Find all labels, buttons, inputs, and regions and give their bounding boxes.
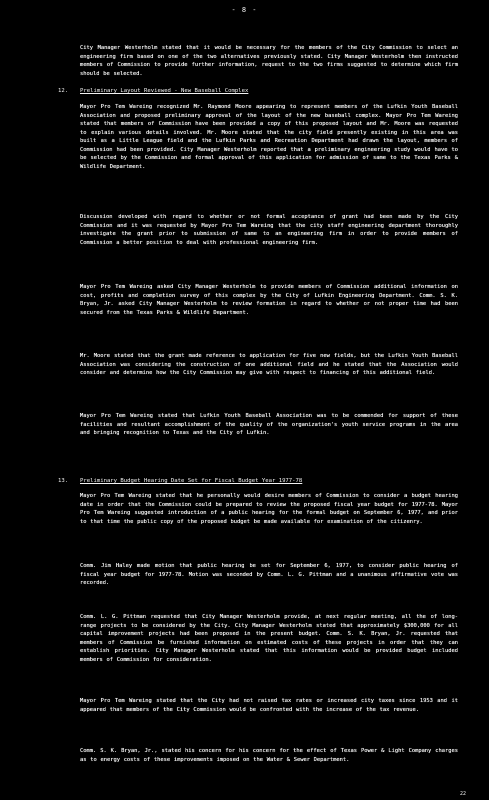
item-13-paragraph-3: Comm. L. G. Pittman requested that City Manager Westerholm provide, at next regular meeting, all the of long-range projects to be considered by the City. City Manager Westerholm stated that approximately $300,000 for all capital improvement projects had been proposed in the present budget. Comm. S. K. Bryan, Jr. requested that members of Commission be furnished information on estimated costs of these projects in order that they can establish priorities. City Manager Westerholm stated that this information would be provided budget included members of Commission for consideration. (80, 614, 458, 663)
item-13-heading: Preliminary Budget Hearing Date Set for Fiscal Budget Year 1977-78 (80, 478, 303, 484)
intro-paragraph: City Manager Westerholm stated that it would be necessary for the members of the City Commission to select an engineering firm based on one of the two alternatives previously stated. City Manager Westerholm then instructed members of Commission to provide further information, request to the two firms suggested to determine which firm should be selected. (80, 45, 458, 77)
item-12-heading: Preliminary Layout Reviewed - New Baseball Complex (80, 88, 249, 94)
item-12-paragraph-1: Mayor Pro Tem Wareing recognized Mr. Raymond Moore appearing to represent members of the Lufkin Youth Baseball Association and proposed preliminary approval of the layout of the new baseball complex. Mayor Pro Tem Wareing stated that members of Commission have been provided a copy of this proposed layout and Mr. Moore was requested to explain various details involved. Mr. Moore stated that the city field presently existing in this area was built as a Little League field and the Lufkin Parks and Recreation Department had drawn the layout, members of Commission had been provided. City Manager Westerholm reported that a preliminary engineering study would have to be selected by the Commission and formal approval of this application for admission of same to the Texas Parks & Wildlife Department. (80, 104, 458, 170)
item-12-paragraph-4: Mr. Moore stated that the grant made reference to application for five new fields, but the Lufkin Youth Baseball Association was considering the construction of one additional field and he stated that the Association would consider and determine how the City Commission may give with respect to financing of this additional field. (80, 353, 458, 377)
item-13-paragraph-1: Mayor Pro Tem Wareing stated that he personally would desire members of Commission to consider a budget hearing date in order that the Commission could be prepared to review the proposed fiscal year budget for 1977-78. Mayor Pro Tem Wareing suggested introduction of a public hearing for the formal budget on September 6, 1977, and prior to that time the public copy of the proposed budget be made available for examination of the citizenry. (80, 493, 458, 525)
item-12-paragraph-2: Discussion developed with regard to whether or not formal acceptance of grant had been made by the City Commission and it was requested by Mayor Pro Tem Wareing that the city staff engineering department thoroughly investigate the grant prior to submission of same to an engineering firm in order to provide members of Commission a better position to deal with professional engineering firm. (80, 214, 458, 246)
item-12-number: 12. (58, 88, 69, 94)
item-12-paragraph-5: Mayor Pro Tem Wareing stated that Lufkin Youth Baseball Association was to be commended for support of these facilities and resultant accomplishment of the quality of the organization's youth service programs in the area and bringing recognition to Texas and the City of Lufkin. (80, 413, 458, 437)
page-number: - 8 - (231, 6, 258, 14)
footer-mark: 22 (460, 791, 467, 797)
item-13-paragraph-5: Comm. S. K. Bryan, Jr., stated his concern for his concern for the effect of Texas Power & Light Company charges as to energy costs of these improvements imposed on the Water & Sewer Department. (80, 748, 458, 763)
item-13-number: 13. (58, 478, 69, 484)
item-13-paragraph-4: Mayor Pro Tem Wareing stated that the City had not raised tax rates or increased city taxes since 1953 and it appeared that members of the City Commission would be confronted with the increase of the tax revenue. (80, 698, 458, 713)
item-13-paragraph-2: Comm. Jim Haley made motion that public hearing be set for September 6, 1977, to consider public hearing of fiscal year budget for 1977-78. Motion was seconded by Comm. L. G. Pittman and a unanimous affirmative vote was recorded. (80, 563, 458, 587)
item-12-paragraph-3: Mayor Pro Tem Wareing asked City Manager Westerholm to provide members of Commission additional information on cost, profits and completion survey of this complex by the City of Lufkin Engineering Department. Comm. S. K. Bryan, Jr. asked City Manager Westerholm to review formation in regard to whether or not proper time had been secured from the Texas Parks & Wildlife Department. (80, 284, 458, 316)
